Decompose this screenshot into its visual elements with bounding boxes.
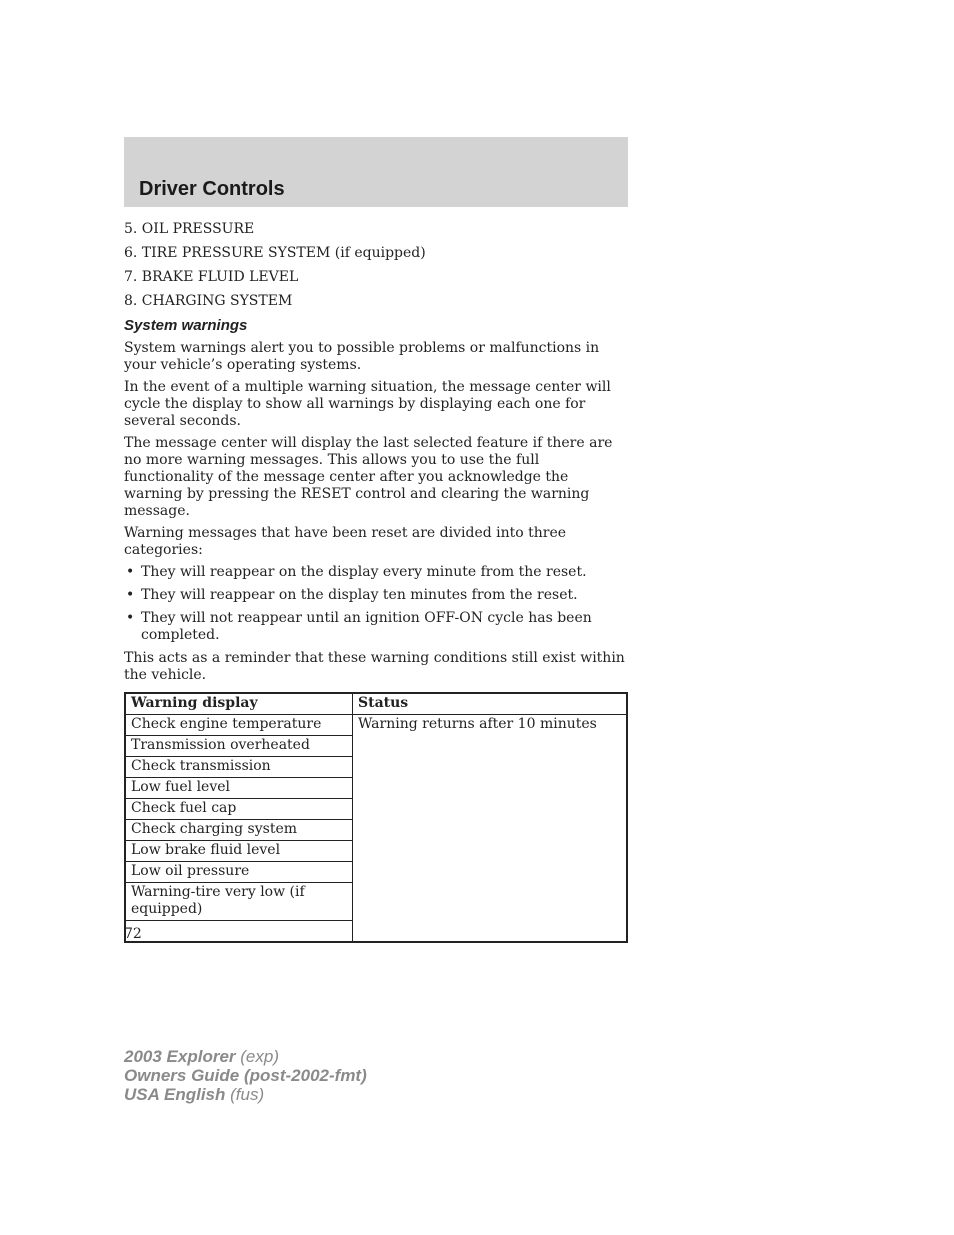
table-header-row <box>125 693 627 715</box>
warning-cell: Low oil pressure <box>125 862 353 883</box>
bullet-item <box>124 564 628 581</box>
document-footer <box>124 1047 367 1104</box>
paragraph-reminder: This acts as a reminder that these warning conditions still exist within the vehicle. <box>124 650 625 683</box>
warning-cell: Check engine temperature <box>125 715 353 736</box>
warning-cell: Check fuel cap <box>125 799 353 820</box>
paragraph-last-feature: The message center will display the last selected feature if there are no more warning messages. This allows you to use the full functionality of the message center after you acknowledge the warning by pressing the RESET control and clearing the warning message. <box>124 435 613 519</box>
warning-cell: Check transmission <box>125 757 353 778</box>
list-item-tire-pressure: 6. TIRE PRESSURE SYSTEM (if equipped) <box>124 245 426 261</box>
bullet-dot-icon: • <box>126 587 135 603</box>
page-number: 72 <box>124 926 142 942</box>
footer-line-language <box>124 1085 367 1104</box>
bullet-item <box>124 610 628 644</box>
list-item-charging-system: 8. CHARGING SYSTEM <box>124 293 293 309</box>
bullet-text: They will reappear on the display every minute from the reset. <box>141 564 587 580</box>
page-content <box>124 221 628 943</box>
section-title: Driver Controls <box>139 178 285 200</box>
footer-line-model <box>124 1047 367 1066</box>
empty-cell <box>125 921 353 943</box>
warning-cell: Low brake fluid level <box>125 841 353 862</box>
footer-language-code: (fus) <box>230 1085 265 1104</box>
paragraph-multiple-warning: In the event of a multiple warning situation, the message center will cycle the display to show all warnings by displaying each one for several seconds. <box>124 379 611 429</box>
warning-table <box>124 692 628 943</box>
warning-cell: Low fuel level <box>125 778 353 799</box>
paragraph-intro: System warnings alert you to possible problems or malfunctions in your vehicle’s operating systems. <box>124 340 600 373</box>
header-warning-display: Warning display <box>125 693 353 715</box>
paragraph-categories: Warning messages that have been reset are divided into three categories: <box>124 525 567 558</box>
list-item-brake-fluid: 7. BRAKE FLUID LEVEL <box>124 269 299 285</box>
footer-model-name: 2003 Explorer <box>124 1047 236 1066</box>
warning-cell: Transmission overheated <box>125 736 353 757</box>
footer-language-name: USA English <box>124 1085 226 1104</box>
status-cell: Warning returns after 10 minutes <box>353 715 628 943</box>
bullet-text: They will not reappear until an ignition OFF-ON cycle has been completed. <box>141 610 592 643</box>
footer-line-guide: Owners Guide (post-2002-fmt) <box>124 1066 367 1085</box>
warning-cell: Check charging system <box>125 820 353 841</box>
bullet-item <box>124 587 628 604</box>
table-row <box>125 715 627 736</box>
warning-cell: Warning-tire very low (if equipped) <box>125 883 353 921</box>
bullet-text: They will reappear on the display ten minutes from the reset. <box>141 587 578 603</box>
bullet-dot-icon: • <box>126 610 135 626</box>
bullet-list <box>124 564 628 644</box>
header-status: Status <box>353 693 628 715</box>
bullet-dot-icon: • <box>126 564 135 580</box>
subheading-system-warnings: System warnings <box>124 317 248 334</box>
list-item-oil-pressure: 5. OIL PRESSURE <box>124 221 255 237</box>
footer-model-code: (exp) <box>240 1047 279 1066</box>
